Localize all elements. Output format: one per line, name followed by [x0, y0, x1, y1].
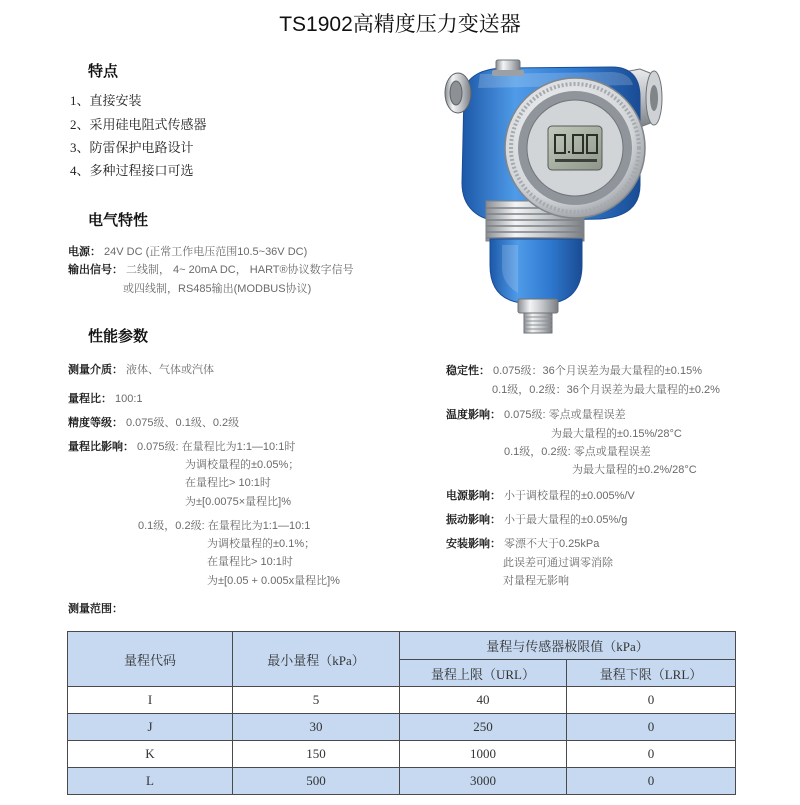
output-spec [68, 263, 354, 277]
range-label-line [68, 602, 126, 616]
installation-label: 安装影响： [446, 538, 501, 550]
output-label: 输出信号： [68, 264, 123, 276]
stability-line: 0.075级：36个月误差为最大量程的±0.15% [493, 365, 702, 377]
temperature-line: 0.1级，0.2级: 零点或量程误差 [504, 446, 651, 458]
page-title: TS1902高精度压力变送器 [279, 13, 521, 36]
lcd-dot [568, 151, 570, 153]
cell-min: 150 [233, 741, 400, 768]
temperature-spec [446, 408, 626, 422]
feature-item: 2、采用硅电阻式传感器 [70, 117, 207, 132]
ratio-effect-spec [68, 440, 295, 454]
performance-heading: 性能参数 [88, 328, 149, 345]
pressure-transmitter-image [440, 55, 670, 340]
accuracy-spec [68, 416, 239, 430]
table-header-row [68, 632, 736, 660]
ratio-effect-line: 为调校量程的±0.05%； [185, 459, 300, 471]
feature-item: 3、防雷保护电路设计 [70, 140, 194, 155]
cell-lrl: 0 [567, 687, 736, 714]
installation-line: 对量程无影响 [503, 575, 569, 587]
vibration-label: 振动影响： [446, 514, 501, 526]
power-effect-value: 小于调校量程的±0.005%/V [504, 490, 635, 502]
power-effect-spec [446, 489, 635, 503]
cell-url: 1000 [400, 741, 567, 768]
temperature-line: 0.075级: 零点或量程误差 [504, 409, 626, 421]
range-ratio-value: 100:1 [115, 393, 143, 405]
power-value: 24V DC (正常工作电压范围10.5~36V DC) [104, 246, 308, 258]
stability-spec [446, 364, 702, 378]
fitting-nut [518, 299, 558, 313]
range-ratio-spec [68, 392, 143, 406]
accuracy-value: 0.075级、0.1级、0.2级 [126, 417, 240, 429]
cell-code: L [68, 768, 233, 795]
cell-code: K [68, 741, 233, 768]
left-cap-inner [450, 81, 462, 105]
range-ratio-label: 量程比： [68, 393, 112, 405]
feature-item: 1、直接安装 [70, 93, 142, 108]
output-value: 二线制， 4~ 20mA DC， HART®协议数字信号 [126, 264, 354, 276]
medium-label: 测量介质： [68, 364, 123, 376]
table-row [68, 741, 736, 768]
cell-min: 30 [233, 714, 400, 741]
ratio-effect-line: 在量程比> 10:1时 [207, 556, 293, 568]
power-label: 电源： [68, 246, 101, 258]
table-row [68, 714, 736, 741]
fitting-thread [524, 313, 552, 333]
cell-min: 5 [233, 687, 400, 714]
power-effect-label: 电源影响： [446, 490, 501, 502]
temperature-line: 为最大量程的±0.2%/28°C [572, 464, 697, 476]
vibration-value: 小于最大量程的±0.05%/g [504, 514, 628, 526]
range-label: 测量范围： [68, 603, 123, 615]
accuracy-label: 精度等级： [68, 417, 123, 429]
stability-line: 0.1级，0.2级：36个月误差为最大量程的±0.2% [492, 384, 720, 396]
cell-url: 250 [400, 714, 567, 741]
installation-spec [446, 537, 599, 551]
lcd-screen [548, 126, 602, 170]
feature-item: 4、多种过程接口可选 [70, 163, 194, 178]
header-min-range: 最小量程（kPa） [233, 632, 400, 687]
top-plug-base [492, 70, 524, 76]
table-row [68, 768, 736, 795]
range-table [67, 631, 736, 795]
installation-line: 此误差可通过调零消除 [503, 557, 613, 569]
header-limits: 量程与传感器极限值（kPa） [400, 632, 736, 660]
header-range-code: 量程代码 [68, 632, 233, 687]
temperature-label: 温度影响： [446, 409, 501, 421]
temperature-line: 为最大量程的±0.15%/28°C [551, 428, 682, 440]
header-url: 量程上限（URL） [400, 660, 567, 687]
cell-url: 3000 [400, 768, 567, 795]
installation-line: 零漂不大于0.25kPa [504, 538, 600, 550]
medium-value: 液体、气体或汽体 [126, 364, 214, 376]
cable-gland-hole [650, 85, 658, 111]
cell-lrl: 0 [567, 741, 736, 768]
vibration-spec [446, 513, 627, 527]
ratio-effect-label: 量程比影响： [68, 441, 134, 453]
ratio-effect-line: 0.1级，0.2级: 在量程比为1:1—10:1 [138, 520, 311, 532]
cell-code: J [68, 714, 233, 741]
output-value-cont: 或四线制，RS485输出(MODBUS协议) [123, 283, 312, 295]
ratio-effect-line: 0.075级: 在量程比为1:1—10:1时 [137, 441, 296, 453]
stability-label: 稳定性： [446, 365, 490, 377]
ratio-effect-line: 在量程比> 10:1时 [185, 477, 271, 489]
features-heading: 特点 [88, 63, 119, 80]
table-row [68, 687, 736, 714]
medium-spec [68, 363, 214, 377]
ratio-effect-line: 为±[0.0075×量程比]% [185, 496, 291, 508]
cell-lrl: 0 [567, 768, 736, 795]
power-spec [68, 245, 307, 259]
ratio-effect-line: 为±[0.05 + 0.005x量程比]% [207, 575, 340, 587]
cell-url: 40 [400, 687, 567, 714]
ratio-effect-line: 为调校量程的±0.1%； [207, 538, 316, 550]
cell-code: I [68, 687, 233, 714]
lcd-bar [555, 159, 597, 162]
cell-min: 500 [233, 768, 400, 795]
electrical-heading: 电气特性 [88, 212, 149, 229]
header-lrl: 量程下限（LRL） [567, 660, 736, 687]
cell-lrl: 0 [567, 714, 736, 741]
